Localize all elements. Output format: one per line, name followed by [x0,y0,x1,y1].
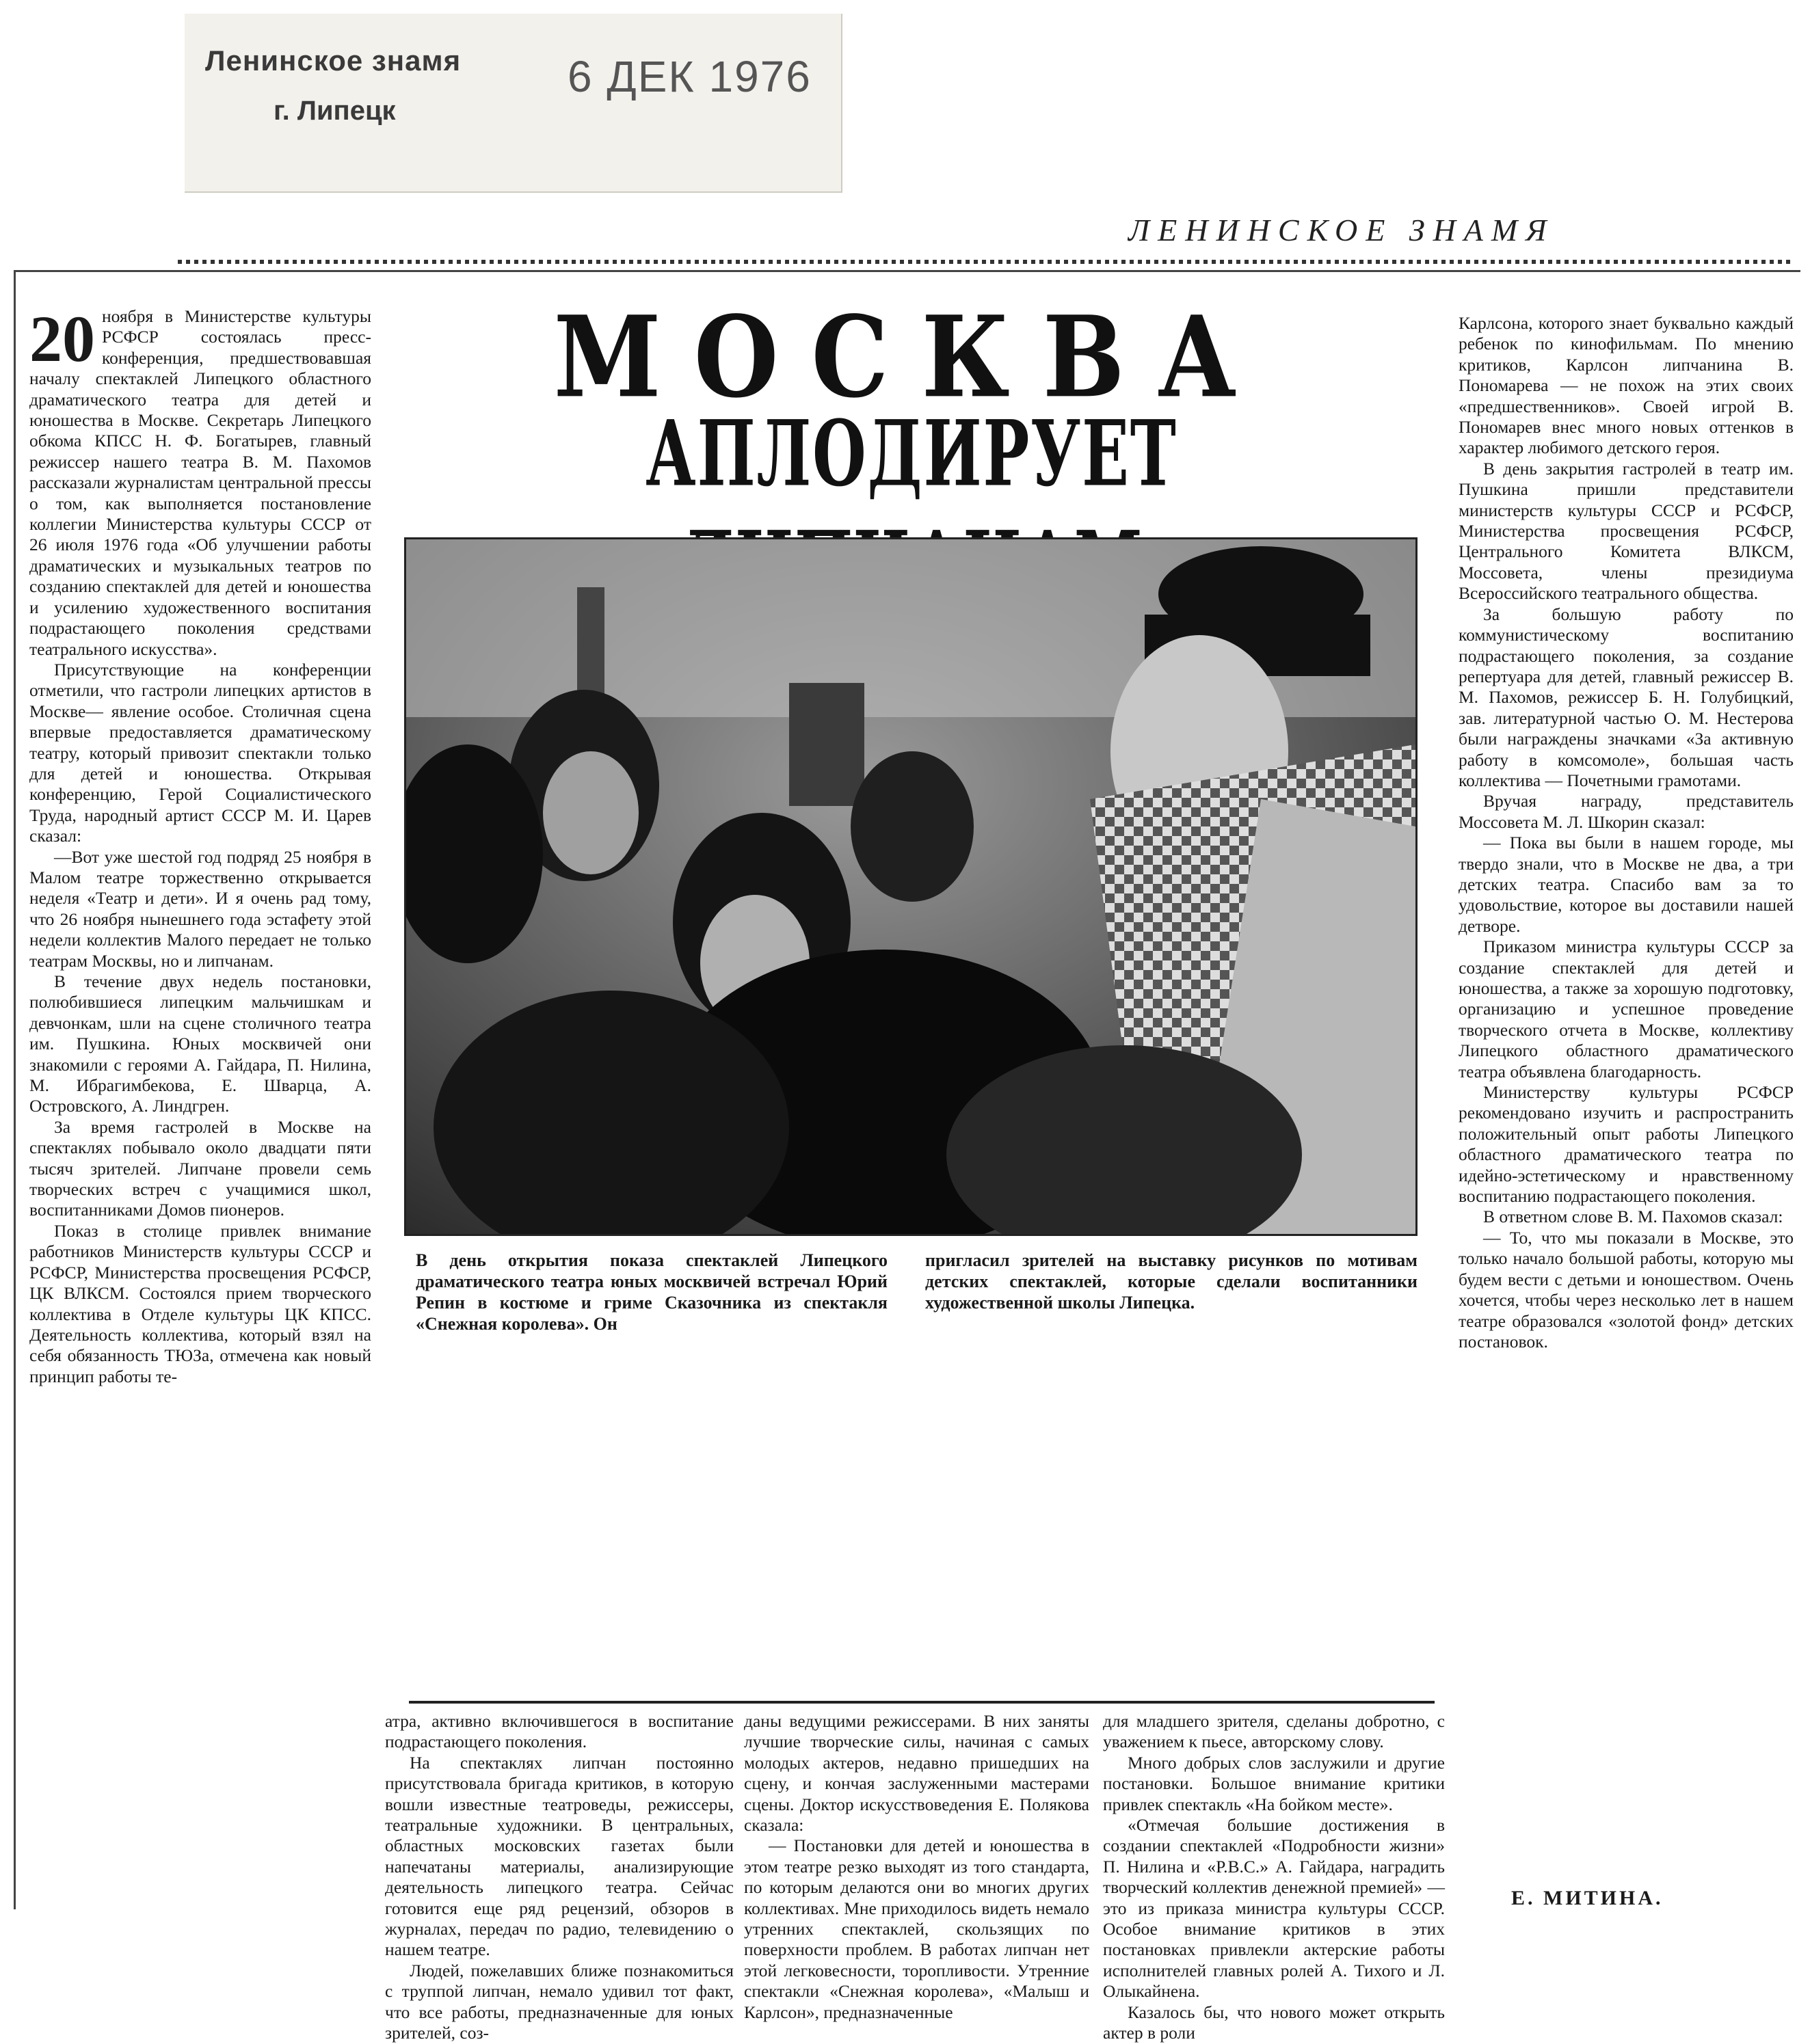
paragraph: — То, что мы показали в Москве, это только начало большой работы, которую мы будем вести с детьми и юношеством. Очень хочется, чтобы через несколько лет в нашем театре образовался «золотой фонд» детских постановок. [1459,1227,1794,1352]
newspaper-clipping [14,270,1800,2043]
photo-illustration [406,539,1415,1234]
news-photo [404,537,1418,1236]
photo-caption-left: В день открытия показа спектаклей Липецкого драматического театра юных москвичей встречал Юрий Репин в костюме и гриме Сказочника из спектакля «Снежная королева». Он [416,1250,888,1334]
paragraph: За время гастролей в Москве на спектаклях побывало около двадцати пяти тысяч зрителей. Липчане провели семь творческих встреч с учащимися школ, воспитанниками Домов пионеров. [29,1116,371,1220]
paragraph: — Пока вы были в нашем городе, мы твердо знали, что в Москве не два, а три детских театра. Спасибо вам за то удовольствие, которое вы доставили нашей детворе. [1459,833,1794,936]
paragraph: За большую работу по коммунистическому воспитанию подрастающего поколения, за создание репертуара для детей, главный режиссер В. М. Пахомов, режиссер Б. Н. Голубицкий, зав. литературной частью О. М. Нестерова были награждены значками «За активную работу в комсомоле», большая часть коллектива — Почетными грамотами. [1459,604,1794,790]
stamp-newspaper-name: Ленинское знамя [205,44,462,77]
article-column-1 [29,302,371,1387]
header-rule [178,260,1792,264]
page-header [178,198,1792,273]
paragraph: Много добрых слов заслужили и другие постановки. Большое внимание критики привлек спектакль «На бойком месте». [1103,1752,1445,1814]
masthead: ЛЕНИНСКОЕ ЗНАМЯ [1128,213,1555,247]
paragraph: Присутствующие на конференции отметили, что гастроли липецких артистов в Москве— явление особое. Столичная сцена впервые предоставляется драматическому театру, который привозит спектакли только для детей и юношества. Открывая конференцию, Герой Социалистического Труда, народный артист СССР М. И. Царев сказал: [29,659,371,846]
photo-caption-right: пригласил зрителей на выставку рисунков по мотивам детских спектаклей, которые сделали воспитанники художественной школы Липецка. [925,1250,1418,1313]
paragraph: В ответном слове В. М. Пахомов сказал: [1483,1207,1783,1227]
paragraph: В течение двух недель постановки, полюбившиеся липецким мальчишкам и девчонкам, шли на сцене столичного театра им. Пушкина. Юных москвичей они знакомили с героями А. Гайдара, П. Нилина, М. Ибрагимбекова, Е. Шварца, А. Островского, А. Линдгрен. [29,971,371,1116]
section-divider [409,1701,1435,1704]
paragraph: для младшего зрителя, сделаны добротно, с уважением к пьесе, авторскому слову. [1103,1711,1445,1752]
article-column-4 [1103,1711,1445,2044]
paragraph: — Постановки для детей и юношества в этом театре резко выходят из того стандарта, по которым делаются они во многих других коллективах. Мне приходилось видеть немало утренних спектаклей, скользящих по поверхности проблем. В работах липчан нет этой легковесности, торопливости. Утренние спектакли «Снежная королева», «Малыш и Карлсон», предназначенные [744,1835,1089,2022]
headline-line-2: АПЛОДИРУЕТ [646,401,1177,507]
paragraph: На спектаклях липчан постоянно присутствовала бригада критиков, в которую вошли известные театроведы, режиссеры, театральные художники. В центральных, областных московских газетах были напечатаны материалы, анализирующие деятельность липецкого театра. Сейчас готовится еще ряд рецензий, обзоров в журналах, передач по радио, телевидению о нашем театре. [385,1752,734,1960]
paragraph: «Отмечая большие достижения в создании спектаклей «Подробности жизни» П. Нилина и «Р.В.С.» А. Гайдара, наградить творческий коллектив денежной премией» — это из приказа министра культуры СССР. Особое внимание критиков в этих постановках привлекли актерские работы исполнителей главных ролей А. Тихого и Л. Олыкайнена. [1103,1815,1445,2002]
paragraph: 20 ноября в Министерстве культуры РСФСР состоялась пресс-конференция, предшествовавшая началу спектаклей Липецкого областного драматического театра для детей и юношества в Москве. Секретарь Липецкого обкома КПСС Н. Ф. Богатырев, главный режиссер нашего театра В. М. Пахомов рассказали журналистам центральной прессы о том, как выполняется постановление коллегии Министерства культуры СССР от 26 июля 1976 года «Об улучшении работы драматических и музыкальных театров по созданию спектаклей для детей и юношества и усилению художественного воспитания подрастающего поколения средствами театрального искусства». [29,302,371,659]
paragraph: Показ в столице привлек внимание работников Министерств культуры СССР и РСФСР, Министерства просвещения РСФСР, ЦК ВЛКСМ. Состоялся прием творческого коллектива в Отделе культуры ЦК КПСС. Деятельность коллектива, который взял на себя обязанность ТЮЗа, отмечена как новый принцип работы те- [29,1220,371,1386]
paragraph: Карлсона, которого знает буквально каждый ребенок по кинофильмам. По мнению критиков, Карлсон липчанина В. Пономарева — не похож на этих своих «предшественников». Своей игрой В. Пономарев внес много новых оттенков в характер любимого детского героя. [1459,313,1794,458]
paragraph: В день закрытия гастролей в театр им. Пушкина пришли представители министерств культуры СССР и РСФСР, Министерства просвещения РСФСР, Центрального Комитета ВЛКСМ, Моссовета, члены президиума Всероссийского театрального общества. [1459,458,1794,604]
article-column-2 [385,1711,734,2044]
stamp-date: 6 ДЕК 1976 [568,52,812,101]
drop-cap: 20 [29,302,95,375]
paragraph: Министерству культуры РСФСР рекомендовано изучить и распространить положительный опыт работы Липецкого областного драматического театра по идейно-эстетическому и нравственному воспитанию подрастающего поколения. [1459,1082,1794,1207]
paragraph: даны ведущими режиссерами. В них заняты лучшие творческие силы, начиная с самых молодых актеров, недавно пришедших на сцену, и кончая заслуженными мастерами сцены. Доктор искусствоведения Е. Полякова сказала: [744,1711,1089,1835]
paragraph: Приказом министра культуры СССР за создание спектаклей для детей и юношества, а также за хорошую подготовку, организацию и успешное проведение творческого отчета в Москве, коллективу Липецкого областного драматического театра объявлена благодарность. [1459,937,1794,1081]
headline-line-1: МОСКВА [553,292,1270,423]
article-column-5 [1459,313,1794,1352]
archive-stamp [185,14,841,191]
paragraph: атра, активно включившегося в воспитание подрастающего поколения. [385,1711,734,1752]
author-signature: Е. МИТИНА. [1511,1887,1664,1909]
article-column-3 [744,1711,1089,2023]
paragraph: Людей, пожелавших ближе познакомиться с труппой липчан, немало удивил тот факт, что все работы, предназначенные для юных зрителей, соз- [385,1960,734,2043]
paragraph: Казалось бы, что нового может открыть актер в роли [1103,2002,1445,2043]
stamp-city: г. Липецк [274,96,396,126]
paragraph: Вручая награду, представитель Моссовета М. Л. Шкорин сказал: [1459,791,1794,832]
paragraph: —Вот уже шестой год подряд 25 ноября в Малом театре торжественно открывается неделя «Театр и дети». И я очень рад тому, что 26 ноября нынешнего года эстафету этой недели коллектив Малого передает не только театрам Москвы, но и липчанам. [29,846,371,971]
